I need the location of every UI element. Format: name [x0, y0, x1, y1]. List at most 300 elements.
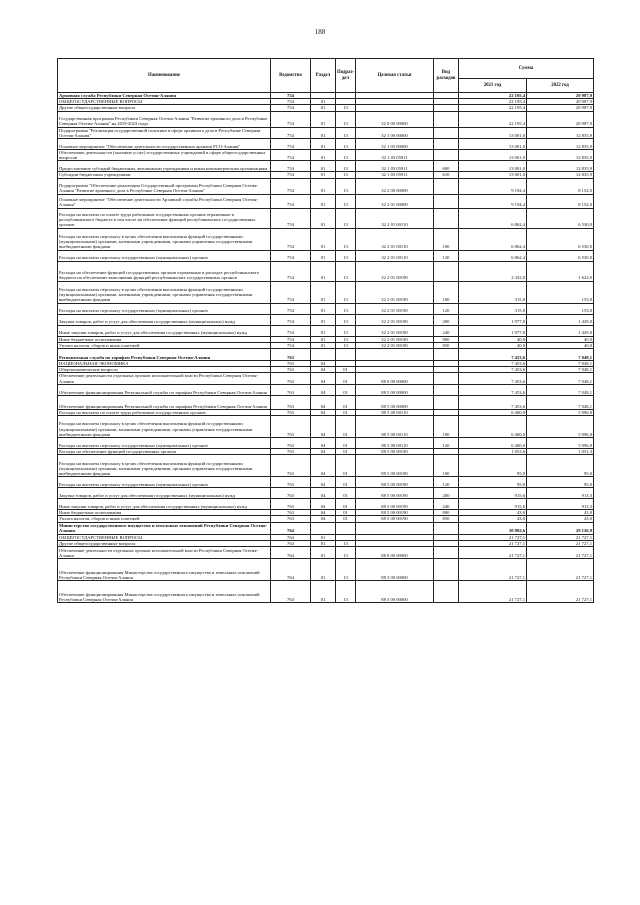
cell-y1: 7 453,6 [459, 395, 527, 409]
cell-y1: 7 453,6 [459, 373, 527, 384]
cell-name: Иные бюджетные ассигнования [58, 336, 271, 342]
cell-sec: 01 [311, 172, 336, 178]
cell-cs: 88 5 00 00190 [356, 510, 434, 516]
cell-dept: 764 [271, 559, 311, 581]
cell-sub: 01 [336, 438, 356, 449]
cell-sec: 01 [311, 150, 336, 161]
cell-name: Расходы на обеспечение функций государственных органов отраженные в расходах республиканского бюджета на обеспечение выполнения функций республиканских государственных органов [58, 261, 271, 281]
cell-name: Расходы на выплаты персоналу в целях обеспечения выполнения функций государственными (муниципальными) органами, казенными учреждениями, органами управления государственными внебюджетными фондами [58, 228, 271, 250]
cell-y2: 29 126,9 [527, 522, 594, 534]
cell-y1: 6 862,4 [459, 208, 527, 228]
cell-name: Обеспечение функционирования Министерства государственного имущества и земельных отношений Республики Северная Осетия-Алания [58, 581, 271, 603]
cell-y2: 40,0 [527, 342, 594, 348]
cell-cs: 32 2 01 00000 [356, 194, 434, 208]
cell-sec: 01 [311, 559, 336, 581]
cell-dept: 763 [271, 395, 311, 409]
cell-sub: 13 [336, 208, 356, 228]
cell-y2: 43,0 [527, 516, 594, 522]
cell-sec: 04 [311, 510, 336, 516]
cell-vr: 240 [434, 325, 459, 336]
cell-y1: 7 453,6 [459, 367, 527, 373]
cell-name: Иные закупки товаров, работ и услуг для обеспечения государственных (муниципальных) нужд [58, 499, 271, 510]
cell-dept: 754 [271, 228, 311, 250]
cell-y2: 12 835,9 [527, 172, 594, 178]
cell-y2: 1 622,0 [527, 261, 594, 281]
cell-name: Архивная служба Республики Северная Осетия-Алания [58, 93, 271, 99]
cell-y1: 13 001,0 [459, 161, 527, 172]
cell-y1: 13 001,0 [459, 150, 527, 161]
cell-cs: 32 2 01 00110 [356, 250, 434, 261]
cell-y1: 21 727,1 [459, 540, 527, 546]
cell-dept: 763 [271, 477, 311, 488]
table-row [58, 395, 594, 409]
cell-dept: 754 [271, 172, 311, 178]
cell-sub: 13 [336, 161, 356, 172]
cell-y1: 6 400,0 [459, 438, 527, 449]
cell-name: Обеспечение функционирования Региональной службы по тарифам Республики Северная Осетия-Алания [58, 395, 271, 409]
cell-vr [434, 581, 459, 603]
table-row [58, 178, 594, 194]
cell-y1: 40,0 [459, 342, 527, 348]
cell-dept: 754 [271, 342, 311, 348]
cell-cs: 32 1 03 05911 [356, 172, 434, 178]
cell-dept: 754 [271, 208, 311, 228]
cell-sec: 04 [311, 477, 336, 488]
header-name: Наименование [58, 59, 271, 93]
cell-sec [311, 349, 336, 361]
cell-sec: 04 [311, 488, 336, 499]
cell-sub: 13 [336, 111, 356, 127]
cell-y1: 915,6 [459, 488, 527, 499]
cell-vr [434, 373, 459, 384]
cell-y1: 21 727,1 [459, 547, 527, 559]
cell-y1: 43,0 [459, 516, 527, 522]
cell-cs: 88 5 00 00190 [356, 477, 434, 488]
cell-dept: 763 [271, 488, 311, 499]
cell-vr: 800 [434, 510, 459, 516]
cell-name: Обеспечение функционирования Министерства государственного имущества и земельных отношений Республики Северная Осетия-Алания [58, 559, 271, 581]
cell-dept: 763 [271, 416, 311, 438]
cell-cs: 88 5 00 00190 [356, 449, 434, 455]
cell-sec: 01 [311, 99, 336, 105]
cell-dept: 754 [271, 105, 311, 111]
header-year-2021: 2021 год [459, 79, 527, 93]
cell-y2: 8 152,0 [527, 194, 594, 208]
cell-dept: 754 [271, 93, 311, 99]
cell-y2: 8 152,0 [527, 178, 594, 194]
cell-vr [434, 395, 459, 409]
cell-sub: 01 [336, 409, 356, 415]
cell-cs: 88 5 00 00190 [356, 516, 434, 522]
cell-sec: 01 [311, 540, 336, 546]
cell-cs: 88 3 00 00000 [356, 581, 434, 603]
table-row [58, 349, 594, 361]
cell-dept: 754 [271, 111, 311, 127]
cell-y1: 915,6 [459, 499, 527, 510]
cell-sub: 13 [336, 547, 356, 559]
cell-cs: 88 0 00 00000 [356, 547, 434, 559]
cell-dept: 754 [271, 303, 311, 314]
cell-dept: 763 [271, 384, 311, 395]
cell-sub: 01 [336, 488, 356, 499]
cell-y1: 7 453,6 [459, 384, 527, 395]
cell-dept: 763 [271, 349, 311, 361]
cell-cs: 88 5 00 00000 [356, 384, 434, 395]
cell-y2: 5 996,8 [527, 409, 594, 415]
cell-y1: 2 332,0 [459, 261, 527, 281]
cell-dept: 754 [271, 99, 311, 105]
cell-y2: 7 048,1 [527, 361, 594, 367]
header-target: Целевая статья [356, 59, 434, 93]
cell-name: Расходы на обеспечение функций государственных органов [58, 449, 271, 455]
cell-vr: 600 [434, 161, 459, 172]
cell-dept: 764 [271, 522, 311, 534]
cell-cs: 32 1 03 00000 [356, 139, 434, 150]
table-row [58, 139, 594, 150]
cell-vr: 800 [434, 336, 459, 342]
cell-sub: 01 [336, 477, 356, 488]
cell-y1: 1 977,0 [459, 314, 527, 325]
cell-y2: 153,0 [527, 303, 594, 314]
cell-y1: 30 802,6 [459, 522, 527, 534]
table-row [58, 111, 594, 127]
cell-sub: 13 [336, 336, 356, 342]
cell-dept: 754 [271, 336, 311, 342]
cell-sub: 13 [336, 314, 356, 325]
cell-name: Расходы на выплаты по оплате труда работников государственных органов [58, 409, 271, 415]
cell-cs: 32 1 03 05911 [356, 150, 434, 161]
cell-sec: 04 [311, 367, 336, 373]
cell-sub [336, 349, 356, 361]
cell-dept: 764 [271, 547, 311, 559]
table-row [58, 161, 594, 172]
cell-sub: 13 [336, 559, 356, 581]
table-row [58, 522, 594, 534]
cell-y2: 7 048,1 [527, 384, 594, 395]
table-row [58, 228, 594, 250]
cell-sec [311, 522, 336, 534]
cell-sub: 13 [336, 261, 356, 281]
cell-name: Другие общегосударственные вопросы [58, 540, 271, 546]
cell-cs [356, 522, 434, 534]
cell-name: Обеспечение функционирования Региональной службы по тарифам Республики Северная Осетия-Алания [58, 384, 271, 395]
cell-vr: 200 [434, 314, 459, 325]
cell-sub: 01 [336, 516, 356, 522]
cell-sec: 01 [311, 194, 336, 208]
cell-sec: 01 [311, 581, 336, 603]
cell-sub: 01 [336, 384, 356, 395]
cell-y2: 40,0 [527, 336, 594, 342]
cell-name: Основное мероприятие "Обеспечение деятельности Архивной службы Республики Северная Осетия-Алания" [58, 194, 271, 208]
cell-vr [434, 384, 459, 395]
cell-sub: 13 [336, 178, 356, 194]
cell-name: Расходы на выплаты персоналу в целях обеспечения выполнения функций государственными (муниципальными) органами, казенными учреждениями, органами управления государственными внебюджетными фондами [58, 416, 271, 438]
cell-y2: 6 530,0 [527, 228, 594, 250]
cell-y1: 13 001,0 [459, 127, 527, 138]
cell-dept: 763 [271, 438, 311, 449]
cell-vr: 100 [434, 416, 459, 438]
cell-cs: 88 5 00 00110 [356, 438, 434, 449]
cell-y2: 1 429,0 [527, 314, 594, 325]
cell-vr [434, 522, 459, 534]
cell-y2: 20 987,9 [527, 93, 594, 99]
cell-sec: 01 [311, 336, 336, 342]
cell-sec: 01 [311, 161, 336, 172]
cell-y2: 5 996,8 [527, 416, 594, 438]
cell-sub: 13 [336, 228, 356, 250]
cell-name: Государственная программа Республики Северная Осетия-Алания "Развитие архивного дела в Республике Северная Осетия-Алания" на 2019-2023 годы [58, 111, 271, 127]
cell-sec: 01 [311, 105, 336, 111]
cell-y2: 21 727,1 [527, 559, 594, 581]
cell-name: Расходы на выплаты персоналу государственных (муниципальных) органов [58, 477, 271, 488]
cell-y2: 20 987,9 [527, 111, 594, 127]
cell-cs: 32 0 00 00000 [356, 111, 434, 127]
table-row [58, 438, 594, 449]
cell-dept: 754 [271, 281, 311, 303]
cell-dept: 754 [271, 127, 311, 138]
cell-sub: 13 [336, 150, 356, 161]
cell-y1: 315,0 [459, 281, 527, 303]
table-row [58, 194, 594, 208]
cell-sec: 04 [311, 499, 336, 510]
cell-sec: 04 [311, 395, 336, 409]
cell-sec: 04 [311, 438, 336, 449]
cell-sub: 01 [336, 373, 356, 384]
cell-y1: 13 001,0 [459, 172, 527, 178]
cell-y2: 7 048,1 [527, 349, 594, 361]
cell-sec: 01 [311, 303, 336, 314]
cell-vr [434, 111, 459, 127]
header-section: Раздел [311, 59, 336, 93]
table-row [58, 150, 594, 161]
cell-dept: 754 [271, 314, 311, 325]
cell-y2: 6 530,0 [527, 208, 594, 228]
cell-dept: 763 [271, 499, 311, 510]
cell-y1: 6 862,4 [459, 228, 527, 250]
cell-sec: 04 [311, 449, 336, 455]
cell-cs: 88 5 00 00110 [356, 409, 434, 415]
cell-y2: 6 530,0 [527, 250, 594, 261]
cell-name: Основное мероприятие "Обеспечение деятельности государственных архивов РСО-Алания" [58, 139, 271, 150]
cell-name: Министерство государственного имущества и земельных отношений Республики Северная Осетия-Алания [58, 522, 271, 534]
cell-dept: 754 [271, 261, 311, 281]
header-exp-type: Вид расходов [434, 59, 459, 93]
cell-sub: 13 [336, 139, 356, 150]
cell-sub: 01 [336, 510, 356, 516]
cell-vr: 240 [434, 499, 459, 510]
cell-name: Субсидии бюджетным учреждениям [58, 172, 271, 178]
cell-sec: 01 [311, 342, 336, 348]
table-row [58, 314, 594, 325]
cell-dept: 764 [271, 534, 311, 540]
table-row [58, 581, 594, 603]
cell-sec: 01 [311, 325, 336, 336]
table-row [58, 488, 594, 499]
cell-name: Расходы на выплаты персоналу государственных (муниципальных) органов [58, 303, 271, 314]
cell-name: Подпрограмма "Реализация государственной политики в сфере архивного дела в Республике Северная Осетия-Алания" [58, 127, 271, 138]
cell-y1: 43,0 [459, 510, 527, 516]
cell-sec: 01 [311, 314, 336, 325]
cell-dept: 754 [271, 325, 311, 336]
cell-sub: 01 [336, 416, 356, 438]
cell-vr: 100 [434, 228, 459, 250]
cell-cs: 88 5 00 00190 [356, 455, 434, 477]
cell-sec: 01 [311, 281, 336, 303]
cell-name: Уплата налогов, сборов и иных платежей [58, 516, 271, 522]
cell-y1: 95,0 [459, 455, 527, 477]
cell-y2: 21 727,1 [527, 540, 594, 546]
cell-dept: 763 [271, 361, 311, 367]
cell-cs [356, 349, 434, 361]
cell-dept: 764 [271, 581, 311, 603]
cell-vr [434, 559, 459, 581]
cell-sub: 01 [336, 455, 356, 477]
cell-cs: 32 2 01 00190 [356, 281, 434, 303]
cell-y2: 153,0 [527, 281, 594, 303]
cell-sec: 01 [311, 178, 336, 194]
cell-cs: 32 2 01 00190 [356, 342, 434, 348]
cell-sec: 01 [311, 547, 336, 559]
cell-y1: 315,0 [459, 303, 527, 314]
page-number: 188 [314, 28, 326, 36]
cell-dept: 754 [271, 150, 311, 161]
cell-y1: 1 053,6 [459, 449, 527, 455]
cell-name: Расходы на выплаты персоналу в целях обеспечения выполнения функций государственными (муниципальными) органами, казенными учреждениями, органами управления государственными внебюджетными фондами [58, 455, 271, 477]
cell-vr: 610 [434, 172, 459, 178]
cell-sec: 01 [311, 127, 336, 138]
cell-sub: 13 [336, 303, 356, 314]
cell-name: Иные закупки товаров, работ и услуг для обеспечения государственных (муниципальных) нужд [58, 325, 271, 336]
cell-sec: 04 [311, 455, 336, 477]
table-row [58, 325, 594, 336]
cell-name: Закупка товаров, работ и услуг для обеспечения государственных (муниципальных) нужд [58, 488, 271, 499]
cell-vr: 850 [434, 342, 459, 348]
cell-dept: 763 [271, 367, 311, 373]
cell-name: Региональная служба по тарифам Республики Северная Осетия-Алания [58, 349, 271, 361]
cell-y1: 7 453,6 [459, 361, 527, 367]
cell-vr [434, 194, 459, 208]
cell-y2: 7 048,1 [527, 367, 594, 373]
cell-y1: 7 453,6 [459, 349, 527, 361]
cell-y2: 43,0 [527, 510, 594, 516]
table-row [58, 547, 594, 559]
table-row [58, 127, 594, 138]
cell-vr: 120 [434, 438, 459, 449]
cell-sec: 04 [311, 373, 336, 384]
cell-dept: 763 [271, 455, 311, 477]
cell-y2: 21 727,1 [527, 581, 594, 603]
cell-sub: 13 [336, 127, 356, 138]
cell-sub: 13 [336, 540, 356, 546]
cell-cs: 88 0 00 00000 [356, 373, 434, 384]
cell-name: Уплата налогов, сборов и иных платежей [58, 342, 271, 348]
cell-vr [434, 208, 459, 228]
cell-dept: 754 [271, 178, 311, 194]
budget-table [57, 58, 594, 603]
cell-name: Подпрограмма "Обеспечение реализации Государственной программы Республики Северная Осетия-Алания "Развитие архивного дела в Республике Северная Осетия-Алания" [58, 178, 271, 194]
cell-name: Закупка товаров, работ и услуг для обеспечения государственных (муниципальных) нужд [58, 314, 271, 325]
cell-sec: 04 [311, 361, 336, 367]
cell-y1: 21 727,1 [459, 534, 527, 540]
cell-cs: 88 3 00 00000 [356, 559, 434, 581]
cell-sub [336, 522, 356, 534]
cell-dept: 763 [271, 510, 311, 516]
cell-sub: 01 [336, 395, 356, 409]
cell-cs: 32 2 01 00190 [356, 261, 434, 281]
header-subsection: Подраз-дел [336, 59, 356, 93]
cell-sub: 13 [336, 281, 356, 303]
cell-sub: 13 [336, 105, 356, 111]
cell-y1: 1 977,0 [459, 325, 527, 336]
cell-y1: 6 400,0 [459, 416, 527, 438]
cell-sub: 13 [336, 581, 356, 603]
cell-dept: 763 [271, 449, 311, 455]
cell-cs: 32 2 01 00190 [356, 303, 434, 314]
cell-y2: 1 429,0 [527, 325, 594, 336]
cell-sub: 13 [336, 250, 356, 261]
table-row [58, 416, 594, 438]
cell-vr: 120 [434, 303, 459, 314]
cell-sec: 01 [311, 111, 336, 127]
cell-sec: 04 [311, 409, 336, 415]
cell-y2: 20 987,9 [527, 105, 594, 111]
cell-dept: 763 [271, 516, 311, 522]
cell-y2: 913,3 [527, 499, 594, 510]
cell-y2: 20 987,9 [527, 99, 594, 105]
cell-y1: 21 727,1 [459, 581, 527, 603]
cell-vr [434, 261, 459, 281]
cell-vr [434, 547, 459, 559]
cell-y2: 1 051,3 [527, 449, 594, 455]
cell-y1: 6 400,0 [459, 409, 527, 415]
cell-sec: 04 [311, 416, 336, 438]
cell-cs: 88 5 00 00190 [356, 499, 434, 510]
header-dept: Ведомство [271, 59, 311, 93]
cell-sec: 01 [311, 534, 336, 540]
table-row [58, 455, 594, 477]
cell-sec: 01 [311, 139, 336, 150]
cell-cs: 32 2 01 00190 [356, 336, 434, 342]
table-row [58, 384, 594, 395]
table-row [58, 559, 594, 581]
cell-y2: 12 835,9 [527, 161, 594, 172]
cell-cs: 32 2 01 00190 [356, 314, 434, 325]
cell-sub: 13 [336, 342, 356, 348]
cell-sub: 01 [336, 499, 356, 510]
table-row [58, 303, 594, 314]
cell-name: Общеэкономические вопросы [58, 367, 271, 373]
cell-vr: 100 [434, 455, 459, 477]
table-row [58, 250, 594, 261]
cell-vr [434, 139, 459, 150]
cell-vr [434, 150, 459, 161]
cell-vr: 120 [434, 477, 459, 488]
cell-vr [434, 127, 459, 138]
cell-dept: 754 [271, 139, 311, 150]
cell-sec: 04 [311, 384, 336, 395]
cell-y1: 9 194,4 [459, 178, 527, 194]
cell-cs: 88 5 00 00000 [356, 395, 434, 409]
table-row [58, 477, 594, 488]
cell-y1: 22 195,4 [459, 111, 527, 127]
cell-sec: 04 [311, 516, 336, 522]
cell-y1: 13 001,0 [459, 139, 527, 150]
cell-cs: 32 2 01 00110 [356, 208, 434, 228]
table-row [58, 208, 594, 228]
cell-vr: 850 [434, 516, 459, 522]
cell-sub: 01 [336, 367, 356, 373]
cell-name: Предоставление субсидий бюджетным, автономным учреждениям и иным некоммерческим организациям [58, 161, 271, 172]
